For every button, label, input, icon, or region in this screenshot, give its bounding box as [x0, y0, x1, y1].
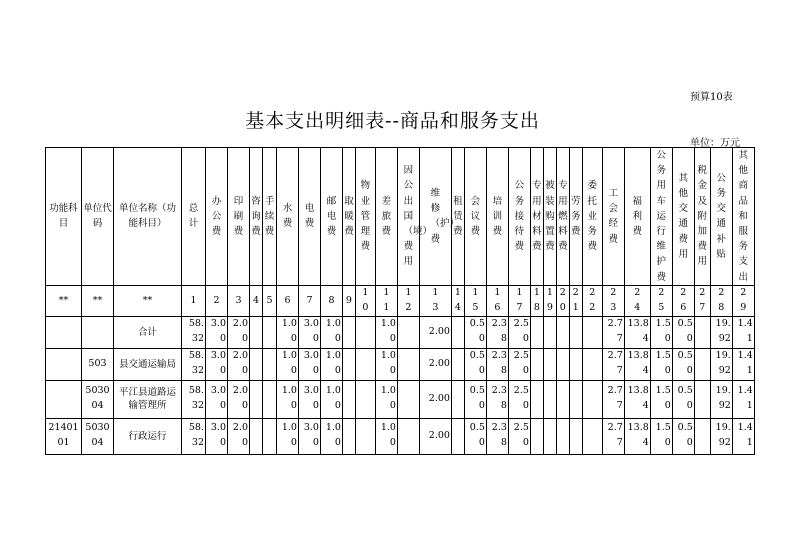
table-row — [46, 316, 755, 348]
amount-cell: 0.50 — [672, 316, 694, 348]
column-header — [114, 148, 182, 286]
column-header-label: 其他商品和服务支出 — [738, 150, 749, 283]
amount-cell — [342, 316, 355, 348]
column-index — [46, 286, 82, 316]
amount-cell: 3.00 — [298, 380, 320, 418]
amount-cell: 1.41 — [732, 418, 754, 454]
column-index — [320, 286, 342, 316]
column-header — [262, 148, 276, 286]
amount-cell: 3.00 — [298, 418, 320, 454]
amount-cell: 1.41 — [732, 316, 754, 348]
amount-cell — [556, 316, 569, 348]
column-header — [276, 148, 298, 286]
amount-cell: 2.00 — [419, 316, 451, 348]
column-header — [320, 148, 342, 286]
column-index — [262, 286, 276, 316]
column-header-label: 税金及附加费用 — [697, 165, 708, 268]
column-header — [650, 148, 672, 286]
column-header — [556, 148, 569, 286]
amount-cell — [569, 316, 582, 348]
amount-cell: 19.92 — [710, 418, 732, 454]
unit-name-cell: 合计 — [114, 316, 182, 348]
code-cell — [46, 380, 82, 418]
column-header-label: 维修（护）费 — [430, 187, 459, 245]
amount-cell: 2.00 — [419, 348, 451, 380]
header-row — [46, 148, 755, 286]
column-index — [569, 286, 582, 316]
column-index-label: ** — [58, 294, 69, 306]
column-index-label: 26 — [680, 287, 687, 313]
column-index-label: 23 — [610, 287, 617, 313]
column-header-label: 被装购置费 — [545, 180, 555, 253]
amount-cell — [582, 380, 602, 418]
amount-cell — [543, 316, 556, 348]
column-header-label: 咨询费 — [251, 195, 261, 237]
amount-cell: 2.50 — [508, 316, 530, 348]
amount-cell — [250, 316, 263, 348]
amount-cell: 0.50 — [672, 418, 694, 454]
column-header — [46, 148, 82, 286]
amount-cell: 2.77 — [602, 418, 624, 454]
unit-name-cell: 平江县道路运输管理所 — [114, 380, 182, 418]
amount-cell: 2.00 — [228, 316, 250, 348]
amount-cell: 1.50 — [650, 316, 672, 348]
page-title: 基本支出明细表--商品和服务支出 — [245, 110, 540, 132]
amount-cell — [250, 418, 263, 454]
column-header-label: 单位代码 — [83, 203, 112, 230]
column-index — [276, 286, 298, 316]
column-header-label: 专用材料费 — [532, 180, 542, 253]
column-index — [543, 286, 556, 316]
amount-cell — [556, 348, 569, 380]
column-header-label: 劳务费 — [571, 195, 581, 237]
column-header-label: 培训费 — [492, 195, 503, 237]
amount-cell: 2.77 — [602, 348, 624, 380]
column-header — [355, 148, 375, 286]
amount-cell: 2.38 — [486, 418, 508, 454]
column-header — [530, 148, 543, 286]
column-header — [672, 148, 694, 286]
column-index-label: 6 — [284, 294, 291, 306]
column-header-label: 专用燃料费 — [558, 180, 568, 253]
column-header — [543, 148, 556, 286]
amount-cell: 58.32 — [182, 418, 206, 454]
column-index — [451, 286, 464, 316]
column-index-label: 13 — [432, 287, 439, 313]
column-index — [602, 286, 624, 316]
amount-cell: 2.50 — [508, 418, 530, 454]
column-index-label: ** — [142, 294, 153, 306]
amount-cell — [543, 418, 556, 454]
amount-cell: 2.00 — [228, 348, 250, 380]
amount-cell: 1.41 — [732, 380, 754, 418]
amount-cell — [582, 348, 602, 380]
amount-cell: 0.50 — [464, 380, 486, 418]
column-index-label: 9 — [345, 294, 352, 306]
amount-cell: 1.50 — [650, 380, 672, 418]
column-index-label: ** — [92, 294, 103, 306]
amount-cell: 2.50 — [508, 380, 530, 418]
amount-cell: 0.50 — [464, 418, 486, 454]
amount-cell — [530, 418, 543, 454]
column-index-label: 24 — [634, 287, 641, 313]
column-index — [114, 286, 182, 316]
column-header-label: 电费 — [304, 203, 315, 230]
column-index — [82, 286, 114, 316]
amount-cell: 3.00 — [206, 418, 228, 454]
amount-cell: 2.77 — [602, 380, 624, 418]
column-index — [464, 286, 486, 316]
amount-cell — [556, 418, 569, 454]
amount-cell — [694, 380, 710, 418]
amount-cell: 0.50 — [464, 348, 486, 380]
column-header-label: 公务用车运行维护费 — [656, 150, 667, 283]
table-row — [46, 418, 755, 454]
amount-cell: 1.00 — [375, 418, 397, 454]
amount-cell — [355, 380, 375, 418]
column-index-label: 8 — [328, 294, 335, 306]
column-header-label: 物业管理费 — [360, 180, 371, 253]
column-index-label: 3 — [235, 294, 242, 306]
amount-cell — [530, 316, 543, 348]
column-index — [342, 286, 355, 316]
column-index-label: 18 — [533, 287, 540, 313]
column-index — [206, 286, 228, 316]
amount-cell: 2.50 — [508, 348, 530, 380]
column-index-label: 17 — [516, 287, 523, 313]
column-header — [694, 148, 710, 286]
column-header — [342, 148, 355, 286]
amount-cell: 1.50 — [650, 348, 672, 380]
amount-cell: 1.00 — [320, 418, 342, 454]
amount-cell: 1.00 — [375, 316, 397, 348]
column-header-label: 差旅费 — [381, 195, 392, 237]
column-index-label: 27 — [699, 287, 706, 313]
column-header — [624, 148, 650, 286]
column-header-label: 水费 — [282, 203, 293, 230]
amount-cell — [250, 380, 263, 418]
amount-cell — [694, 418, 710, 454]
column-index — [650, 286, 672, 316]
amount-cell: 1.41 — [732, 348, 754, 380]
column-header-label: 福利费 — [632, 195, 643, 237]
amount-cell — [694, 316, 710, 348]
column-index-label: 22 — [589, 287, 596, 313]
column-index-label: 28 — [718, 287, 725, 313]
column-header — [569, 148, 582, 286]
amount-cell: 19.92 — [710, 380, 732, 418]
amount-cell: 3.00 — [206, 380, 228, 418]
amount-cell — [397, 316, 419, 348]
unit-name-cell: 行政运行 — [114, 418, 182, 454]
table-row — [46, 380, 755, 418]
amount-cell — [397, 380, 419, 418]
amount-cell: 1.00 — [276, 418, 298, 454]
amount-cell: 13.84 — [624, 380, 650, 418]
code-cell: 503004 — [82, 418, 114, 454]
column-index — [556, 286, 569, 316]
column-index-label: 21 — [572, 287, 579, 313]
amount-cell — [262, 418, 276, 454]
amount-cell — [355, 316, 375, 348]
amount-cell: 2.00 — [228, 380, 250, 418]
column-index-label: 11 — [383, 287, 390, 313]
column-header-label: 邮电费 — [326, 195, 337, 237]
amount-cell: 1.50 — [650, 418, 672, 454]
amount-cell — [355, 418, 375, 454]
column-header-label: 会议费 — [470, 195, 481, 237]
column-index — [298, 286, 320, 316]
column-header — [602, 148, 624, 286]
column-index — [419, 286, 451, 316]
amount-cell — [530, 380, 543, 418]
column-header-label: 工会经费 — [608, 187, 619, 245]
amount-cell: 1.00 — [320, 380, 342, 418]
column-header — [82, 148, 114, 286]
amount-cell — [342, 418, 355, 454]
column-header-label: 公务接待费 — [514, 180, 525, 253]
code-cell — [46, 316, 82, 348]
amount-cell — [694, 348, 710, 380]
column-index — [530, 286, 543, 316]
column-header-label: 租赁费 — [453, 195, 463, 237]
amount-cell — [569, 348, 582, 380]
column-header — [182, 148, 206, 286]
column-header-label: 因公出国（境）费用 — [403, 165, 432, 268]
amount-cell — [262, 348, 276, 380]
column-header — [228, 148, 250, 286]
column-index-label: 12 — [405, 287, 412, 313]
column-index — [228, 286, 250, 316]
amount-cell — [342, 380, 355, 418]
amount-cell: 0.50 — [672, 380, 694, 418]
column-index — [486, 286, 508, 316]
column-index-label: 14 — [454, 287, 461, 313]
column-header-label: 印刷费 — [233, 195, 244, 237]
amount-cell — [582, 316, 602, 348]
amount-cell: 19.92 — [710, 348, 732, 380]
column-header-label: 总计 — [188, 203, 199, 230]
code-cell: 503004 — [82, 380, 114, 418]
amount-cell: 2.38 — [486, 348, 508, 380]
amount-cell — [569, 418, 582, 454]
amount-cell: 2.38 — [486, 380, 508, 418]
column-header — [206, 148, 228, 286]
amount-cell — [397, 418, 419, 454]
column-index-label: 2 — [213, 294, 220, 306]
amount-cell: 2.38 — [486, 316, 508, 348]
amount-cell — [451, 380, 464, 418]
amount-cell: 1.00 — [276, 380, 298, 418]
column-index — [672, 286, 694, 316]
column-index — [582, 286, 602, 316]
table-row — [46, 348, 755, 380]
amount-cell — [262, 380, 276, 418]
code-cell — [82, 316, 114, 348]
column-header — [397, 148, 432, 286]
column-header-label: 其他交通费用 — [678, 172, 689, 260]
amount-cell: 13.84 — [624, 316, 650, 348]
amount-cell: 2.00 — [419, 380, 451, 418]
amount-cell — [451, 348, 464, 380]
column-index-label: 1 — [190, 294, 197, 306]
column-index — [710, 286, 732, 316]
column-index — [355, 286, 375, 316]
amount-cell: 19.92 — [710, 316, 732, 348]
column-header — [508, 148, 530, 286]
column-index-label: 4 — [252, 294, 259, 306]
expense-table — [45, 147, 755, 455]
amount-cell: 0.50 — [672, 348, 694, 380]
amount-cell: 1.00 — [276, 316, 298, 348]
amount-cell: 58.32 — [182, 348, 206, 380]
column-header — [250, 148, 263, 286]
amount-cell — [569, 380, 582, 418]
unit-label: 单位：万元 — [690, 138, 740, 149]
column-index — [250, 286, 263, 316]
amount-cell — [262, 316, 276, 348]
amount-cell: 3.00 — [206, 316, 228, 348]
column-header — [375, 148, 397, 286]
column-header-label: 手续费 — [264, 195, 275, 237]
amount-cell — [250, 348, 263, 380]
column-header — [732, 148, 754, 286]
code-cell — [46, 348, 82, 380]
amount-cell: 1.00 — [276, 348, 298, 380]
amount-cell — [543, 380, 556, 418]
column-index-label: 7 — [306, 294, 313, 306]
amount-cell: 58.32 — [182, 316, 206, 348]
amount-cell: 58.32 — [182, 380, 206, 418]
amount-cell — [582, 418, 602, 454]
column-header — [486, 148, 508, 286]
amount-cell — [342, 348, 355, 380]
column-header — [464, 148, 486, 286]
column-index — [508, 286, 530, 316]
column-header-label: 公务交通补贴 — [716, 172, 727, 260]
column-header-label: 单位名称（功能科目） — [118, 203, 176, 230]
column-index-label: 10 — [362, 287, 369, 313]
column-index — [694, 286, 710, 316]
column-index — [397, 286, 419, 316]
amount-cell: 1.00 — [375, 380, 397, 418]
amount-cell: 1.00 — [320, 348, 342, 380]
code-cell: 2140101 — [46, 418, 82, 454]
code-cell: 503 — [82, 348, 114, 380]
column-header — [710, 148, 732, 286]
column-index-label: 25 — [658, 287, 665, 313]
column-index-label: 29 — [740, 287, 747, 313]
column-header-label: 委托业务费 — [587, 180, 598, 253]
amount-cell: 13.84 — [624, 348, 650, 380]
column-index-label: 5 — [266, 294, 273, 306]
amount-cell: 2.00 — [419, 418, 451, 454]
amount-cell — [397, 348, 419, 380]
amount-cell: 2.00 — [228, 418, 250, 454]
column-index — [375, 286, 397, 316]
amount-cell: 0.50 — [464, 316, 486, 348]
amount-cell: 1.00 — [320, 316, 342, 348]
amount-cell: 3.00 — [206, 348, 228, 380]
column-header — [582, 148, 602, 286]
table-number: 预算10表 — [690, 92, 733, 103]
amount-cell — [451, 418, 464, 454]
amount-cell — [556, 380, 569, 418]
amount-cell: 3.00 — [298, 316, 320, 348]
amount-cell — [355, 348, 375, 380]
amount-cell: 3.00 — [298, 348, 320, 380]
unit-name-cell: 县交通运输局 — [114, 348, 182, 380]
column-header — [451, 148, 464, 286]
column-header-label: 办公费 — [211, 195, 222, 237]
column-header — [298, 148, 320, 286]
amount-cell: 1.00 — [375, 348, 397, 380]
amount-cell: 2.77 — [602, 316, 624, 348]
column-index — [624, 286, 650, 316]
column-index-label: 15 — [472, 287, 479, 313]
amount-cell — [543, 348, 556, 380]
column-index-label: 19 — [546, 287, 553, 313]
amount-cell: 13.84 — [624, 418, 650, 454]
index-row — [46, 286, 755, 316]
column-index — [182, 286, 206, 316]
column-header-label: 功能科目 — [49, 203, 78, 230]
column-index-label: 20 — [559, 287, 566, 313]
column-header-label: 取暖费 — [344, 195, 354, 237]
column-index — [732, 286, 754, 316]
amount-cell — [530, 348, 543, 380]
amount-cell — [451, 316, 464, 348]
column-index-label: 16 — [494, 287, 501, 313]
